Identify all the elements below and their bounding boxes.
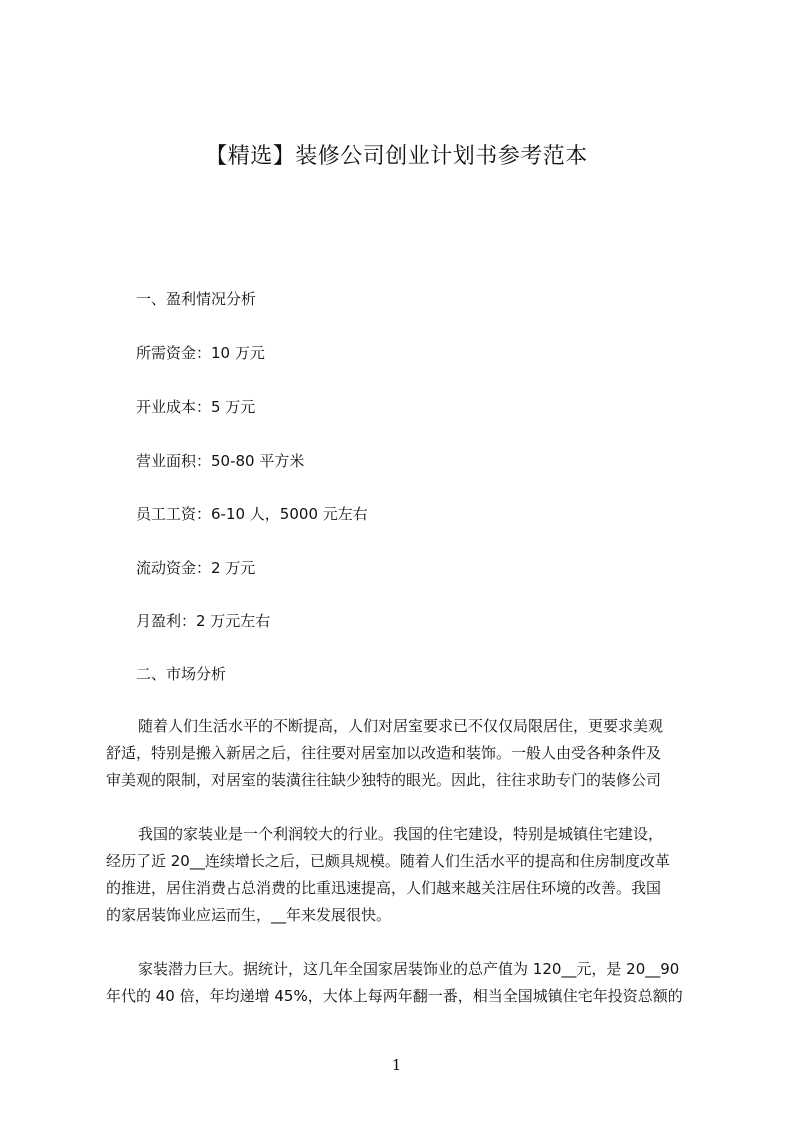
- paragraph-line: 随着人们生活水平的不断提高，人们对居室要求已不仅仅局限居住，更要求美观: [138, 717, 664, 735]
- paragraph-line: 经历了近 20__连续增长之后，已颇具规模。随着人们生活水平的提高和住房制度改革: [106, 852, 670, 870]
- item-monthly-profit: 月盈利：2 万元左右: [136, 612, 271, 630]
- paragraph-line: 审美观的限制，对居室的装潢往往缺少独特的眼光。因此，往往求助专门的装修公司: [106, 771, 662, 789]
- item-working-capital: 流动资金：2 万元: [136, 559, 256, 577]
- item-business-area: 营业面积：50-80 平方米: [136, 452, 305, 470]
- section-heading-profit: 一、盈利情况分析: [136, 290, 257, 308]
- page-title: 【精选】装修公司创业计划书参考范本: [205, 144, 588, 169]
- item-required-funds: 所需资金：10 万元: [136, 344, 265, 362]
- paragraph-line: 舒适，特别是搬入新居之后，往往要对居室加以改造和装饰。一般人由受各种条件及: [106, 744, 662, 762]
- paragraph-line: 的家居装饰业应运而生，__年来发展很快。: [106, 906, 392, 924]
- page-number: 1: [391, 1056, 402, 1074]
- paragraph-line: 的推进，居住消费占总消费的比重迅速提高，人们越来越关注居住环境的改善。我国: [106, 879, 662, 897]
- paragraph-line: 年代的 40 倍，年均递增 45%，大体上每两年翻一番，相当全国城镇住宅年投资总额的: [106, 987, 683, 1005]
- section-heading-market: 二、市场分析: [136, 665, 227, 683]
- paragraph-line: 家装潜力巨大。据统计，这几年全国家居装饰业的总产值为 120__元，是 20__90: [138, 960, 680, 978]
- item-staff-salary: 员工工资：6-10 人，5000 元左右: [136, 505, 368, 523]
- item-startup-cost: 开业成本：5 万元: [136, 398, 256, 416]
- paragraph-line: 我国的家装业是一个利润较大的行业。我国的住宅建设，特别是城镇住宅建设，: [138, 825, 664, 843]
